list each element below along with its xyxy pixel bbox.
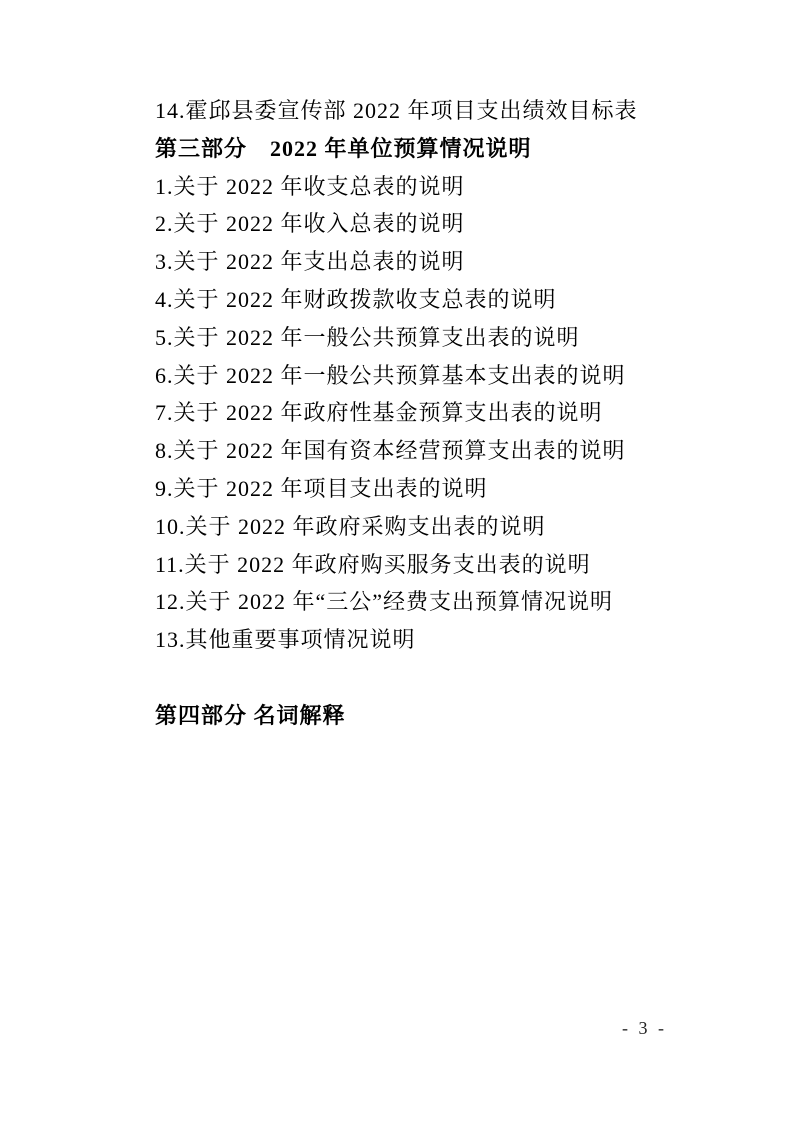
toc-item-2: 2.关于 2022 年收入总表的说明 <box>155 211 465 237</box>
toc-item-6: 6.关于 2022 年一般公共预算基本支出表的说明 <box>155 362 626 388</box>
toc-item-3: 3.关于 2022 年支出总表的说明 <box>155 249 465 275</box>
toc-item-11: 11.关于 2022 年政府购买服务支出表的说明 <box>155 551 591 577</box>
toc-item-4: 4.关于 2022 年财政拨款收支总表的说明 <box>155 286 557 312</box>
toc-item-9: 9.关于 2022 年项目支出表的说明 <box>155 475 488 501</box>
toc-item-13: 13.其他重要事项情况说明 <box>155 627 416 653</box>
section4-heading: 第四部分 名词解释 <box>155 702 346 728</box>
toc-item-12: 12.关于 2022 年“三公”经费支出预算情况说明 <box>155 589 614 615</box>
toc-item-10: 10.关于 2022 年政府采购支出表的说明 <box>155 513 546 539</box>
toc-list <box>155 92 733 735</box>
blank-line <box>155 659 733 697</box>
toc-item-14: 14.霍邱县委宣传部 2022 年项目支出绩效目标表 <box>155 98 638 123</box>
toc-item-7: 7.关于 2022 年政府性基金预算支出表的说明 <box>155 400 603 426</box>
section3-heading: 第三部分 2022 年单位预算情况说明 <box>155 135 532 161</box>
toc-item-5: 5.关于 2022 年一般公共预算支出表的说明 <box>155 324 580 350</box>
page-number: - 3 - <box>622 1018 667 1038</box>
toc-item-1: 1.关于 2022 年收支总表的说明 <box>155 173 465 199</box>
toc-item-8: 8.关于 2022 年国有资本经营预算支出表的说明 <box>155 438 626 464</box>
